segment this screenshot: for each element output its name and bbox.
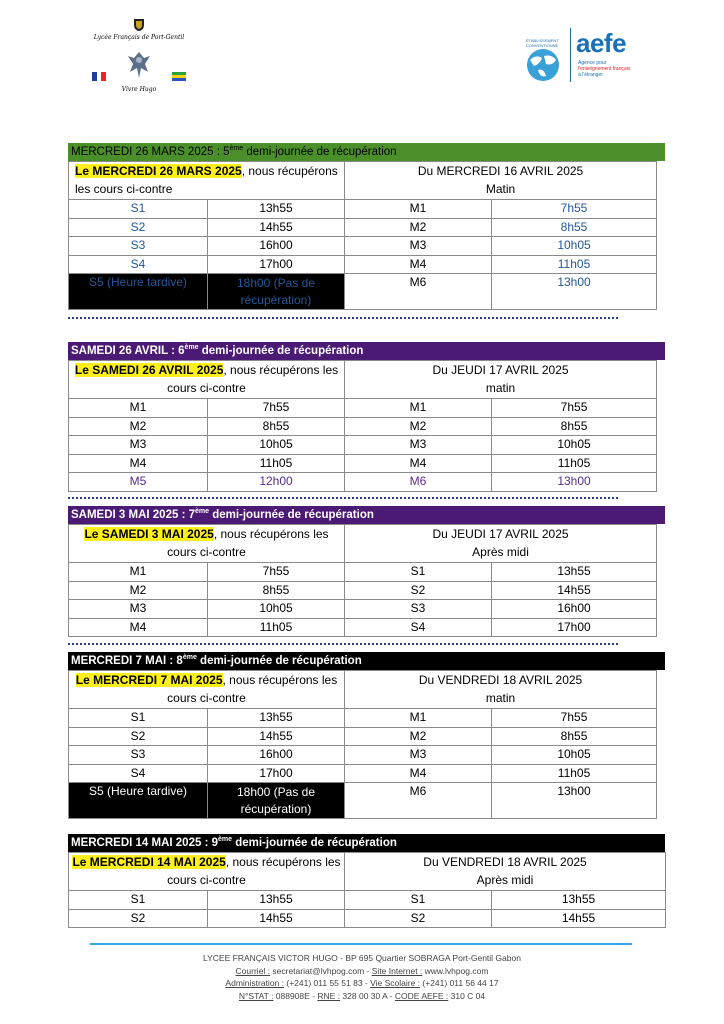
- schedule-table: [68, 670, 657, 819]
- table-row: [69, 618, 657, 637]
- table-cell: 16h00: [208, 237, 345, 256]
- table-cell: 16h00: [208, 746, 345, 765]
- table-cell: 13h55: [492, 891, 666, 910]
- table-cell: S5 (Heure tardive): [69, 274, 208, 310]
- french-flag-icon: [92, 72, 106, 81]
- world-map-icon: [522, 44, 564, 82]
- schedule-table: [68, 360, 657, 492]
- table-cell: M4: [345, 454, 492, 473]
- table-row: [69, 436, 657, 455]
- table-cell: 13h55: [492, 563, 657, 582]
- section-banner: SAMEDI 26 AVRIL : 6ème demi-journée de récupération: [68, 342, 665, 360]
- table-cell: M2: [345, 218, 492, 237]
- table-row: [69, 399, 657, 418]
- gabon-flag-icon: [172, 72, 186, 81]
- table-row: [69, 909, 666, 928]
- table-cell: 14h55: [492, 581, 657, 600]
- table-cell: 14h55: [208, 218, 345, 237]
- table-row: [69, 563, 657, 582]
- table-cell: M2: [345, 727, 492, 746]
- table-cell: S1: [69, 891, 208, 910]
- table-cell: M1: [69, 399, 208, 418]
- table-cell: 18h00 (Pas de récupération): [208, 783, 345, 819]
- table-cell: 11h05: [208, 454, 345, 473]
- school-name: Lycée Français de Port-Gentil: [93, 34, 185, 41]
- right-header: Du JEUDI 17 AVRIL 2025 matin: [345, 361, 657, 399]
- table-cell: M2: [69, 581, 208, 600]
- table-cell: M4: [345, 255, 492, 274]
- table-cell: S2: [69, 727, 208, 746]
- right-header: Du VENDREDI 18 AVRIL 2025 Après midi: [345, 853, 666, 891]
- table-cell: M1: [345, 399, 492, 418]
- table-cell: 13h00: [492, 783, 657, 819]
- table-cell: 10h05: [208, 600, 345, 619]
- recovery-section-6: [68, 342, 665, 492]
- table-cell: 13h00: [492, 473, 657, 492]
- table-cell: 17h00: [208, 255, 345, 274]
- table-cell: 17h00: [492, 618, 657, 637]
- table-cell: S1: [69, 200, 208, 219]
- table-cell: M2: [345, 417, 492, 436]
- left-header: Le MERCREDI 14 MAI 2025, nous récupérons les cours ci-contre: [69, 853, 345, 891]
- table-row: [69, 274, 657, 310]
- table-cell: M1: [345, 200, 492, 219]
- table-row: [69, 237, 657, 256]
- footer-divider: [90, 943, 632, 945]
- table-row: [69, 255, 657, 274]
- table-row: [69, 417, 657, 436]
- table-cell: S5 (Heure tardive): [69, 783, 208, 819]
- schedule-table: [68, 524, 657, 637]
- table-cell: 8h55: [208, 581, 345, 600]
- table-row: [69, 200, 657, 219]
- left-header: Le MERCREDI 26 MARS 2025, nous récupérons les cours ci-contre: [69, 162, 345, 200]
- separator: [68, 317, 618, 319]
- table-cell: S1: [345, 563, 492, 582]
- table-row: [69, 746, 657, 765]
- footer-address: LYCEE FRANÇAIS VICTOR HUGO - BP 695 Quartier SOBRAGA Port-Gentil Gabon: [203, 953, 521, 963]
- footer-phones: Administration : (+241) 011 55 51 83 - Vie Scolaire : (+241) 011 56 44 17: [225, 978, 499, 988]
- table-cell: M2: [69, 417, 208, 436]
- table-cell: 13h55: [208, 709, 345, 728]
- table-row: [69, 709, 657, 728]
- right-header: Du VENDREDI 18 AVRIL 2025 matin: [345, 671, 657, 709]
- table-cell: 18h00 (Pas de récupération): [208, 274, 345, 310]
- table-cell: M6: [345, 783, 492, 819]
- aefe-logo: [522, 26, 652, 84]
- table-cell: S2: [345, 909, 492, 928]
- separator: [68, 497, 618, 499]
- table-cell: M4: [69, 618, 208, 637]
- table-cell: 14h55: [492, 909, 666, 928]
- table-cell: 14h55: [208, 727, 345, 746]
- table-cell: 13h55: [208, 891, 345, 910]
- table-cell: 16h00: [492, 600, 657, 619]
- left-header: Le MERCREDI 7 MAI 2025, nous récupérons les cours ci-contre: [69, 671, 345, 709]
- table-cell: 7h55: [492, 200, 657, 219]
- table-row: [69, 783, 657, 819]
- table-cell: 8h55: [492, 417, 657, 436]
- table-cell: S4: [345, 618, 492, 637]
- table-cell: M3: [345, 237, 492, 256]
- table-cell: M3: [345, 746, 492, 765]
- table-cell: 11h05: [208, 618, 345, 637]
- table-cell: M3: [69, 436, 208, 455]
- table-cell: 13h00: [492, 274, 657, 310]
- left-header: Le SAMEDI 26 AVRIL 2025, nous récupérons les cours ci-contre: [69, 361, 345, 399]
- table-row: [69, 727, 657, 746]
- schedule-table: [68, 161, 657, 310]
- table-row: [69, 600, 657, 619]
- table-cell: S2: [69, 218, 208, 237]
- left-header: Le SAMEDI 3 MAI 2025, nous récupérons les cours ci-contre: [69, 525, 345, 563]
- table-cell: S1: [69, 709, 208, 728]
- recovery-section-7: [68, 506, 665, 637]
- table-cell: 13h55: [208, 200, 345, 219]
- table-cell: S3: [69, 746, 208, 765]
- table-row: [69, 454, 657, 473]
- school-motto: Vivre Hugo: [121, 86, 157, 93]
- table-cell: 10h05: [492, 237, 657, 256]
- partner-status: ÉTABLISSEMENT CONVENTIONNÉ: [526, 38, 559, 48]
- table-row: [69, 473, 657, 492]
- right-header: Du MERCREDI 16 AVRIL 2025 Matin: [345, 162, 657, 200]
- table-row: [69, 891, 666, 910]
- table-cell: M4: [69, 454, 208, 473]
- table-cell: 10h05: [208, 436, 345, 455]
- table-cell: 7h55: [492, 709, 657, 728]
- table-cell: M5: [69, 473, 208, 492]
- table-cell: 14h55: [208, 909, 345, 928]
- table-cell: S3: [345, 600, 492, 619]
- eagle-emblem-icon: [124, 48, 154, 84]
- recovery-section-8: [68, 652, 665, 819]
- right-header: Du JEUDI 17 AVRIL 2025 Après midi: [345, 525, 657, 563]
- table-cell: 10h05: [492, 436, 657, 455]
- table-cell: 7h55: [208, 563, 345, 582]
- schedule-table: [68, 852, 666, 928]
- table-cell: S2: [345, 581, 492, 600]
- table-row: [69, 581, 657, 600]
- table-cell: 12h00: [208, 473, 345, 492]
- table-cell: 11h05: [492, 454, 657, 473]
- table-cell: 7h55: [492, 399, 657, 418]
- table-cell: M6: [345, 473, 492, 492]
- school-logo: [84, 14, 194, 94]
- table-cell: 7h55: [208, 399, 345, 418]
- footer-ids: N°STAT : 088908E - RNE : 328 00 30 A - CODE AEFE : 310 C 04: [238, 990, 486, 1001]
- crest-icon: [133, 18, 145, 32]
- table-cell: S2: [69, 909, 208, 928]
- recovery-section-5: [68, 143, 665, 310]
- table-cell: M6: [345, 274, 492, 310]
- section-banner: MERCREDI 7 MAI : 8ème demi-journée de récupération: [68, 652, 665, 670]
- table-row: [69, 218, 657, 237]
- table-row: [69, 764, 657, 783]
- table-cell: 11h05: [492, 255, 657, 274]
- table-cell: M3: [69, 600, 208, 619]
- table-cell: 8h55: [492, 218, 657, 237]
- table-cell: S3: [69, 237, 208, 256]
- table-cell: 11h05: [492, 764, 657, 783]
- separator: [68, 643, 618, 645]
- section-banner: SAMEDI 3 MAI 2025 : 7ème demi-journée de récupération: [68, 506, 665, 524]
- table-cell: M1: [69, 563, 208, 582]
- table-cell: S4: [69, 255, 208, 274]
- table-cell: 8h55: [492, 727, 657, 746]
- divider: [570, 28, 571, 82]
- table-cell: 10h05: [492, 746, 657, 765]
- table-cell: M1: [345, 709, 492, 728]
- table-cell: 8h55: [208, 417, 345, 436]
- table-cell: M4: [345, 764, 492, 783]
- table-cell: S1: [345, 891, 492, 910]
- partner-brand: aefe: [576, 28, 627, 58]
- section-banner: MERCREDI 26 MARS 2025 : 5ème demi-journée de récupération: [68, 143, 665, 161]
- footer-contact: Courriel : secretariat@lvhpog.com - Site Internet : www.lvhpog.com: [235, 965, 489, 976]
- section-banner: MERCREDI 14 MAI 2025 : 9ème demi-journée de récupération: [68, 834, 665, 852]
- partner-tagline: Agence pour l'enseignement français à l'étranger: [578, 60, 631, 78]
- table-cell: S4: [69, 764, 208, 783]
- table-cell: M3: [345, 436, 492, 455]
- recovery-section-9: [68, 834, 666, 928]
- table-cell: 17h00: [208, 764, 345, 783]
- footer: [0, 952, 724, 1002]
